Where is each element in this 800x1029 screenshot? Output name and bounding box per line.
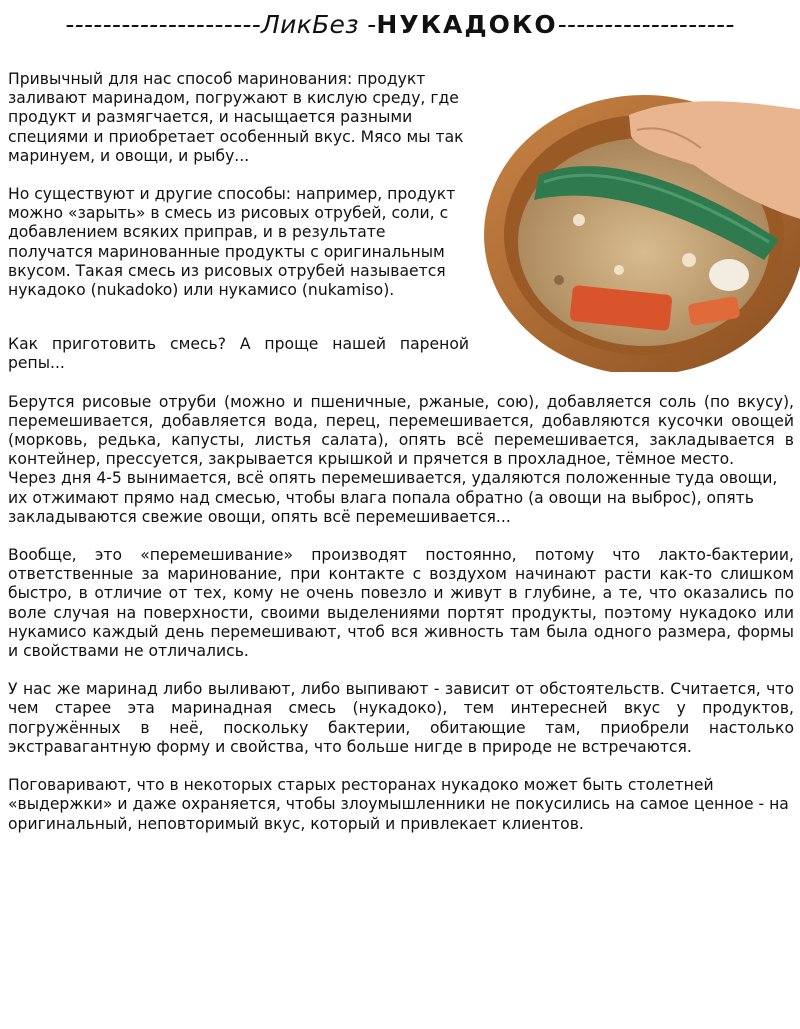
paragraph-remix: Через дня 4-5 вынимается, всё опять перемешивается, удаляются положенные туда овощи, их отжимают прямо над смесью, чтобы влага попала обратно (а овощи на выброс), опять закладываются свежие овощи, опять всё перемешивается... <box>8 469 778 526</box>
paragraph-restaurants: Поговаривают, что в некоторых старых ресторанах нукадоко может быть столетней «выдержки» и даже охраняется, чтобы злоумышленники не покусились на самое ценное - на оригинальный, неповторимый вкус, который и привлекает клиентов. <box>8 776 789 833</box>
paragraph-question: Как приготовить смесь? А проще нашей пареной репы... <box>8 335 469 373</box>
paragraph-intro: Привычный для нас способ маринования: продукт заливают маринадом, погружают в кислую среду, где продукт и размягчается, и насыщается разными специями и приобретает особенный вкус. Мясо мы так маринуем, и овощи, и рыбу... <box>8 70 464 165</box>
bucket-of-rice-bran-with-hand-icon <box>479 70 800 372</box>
header-dashes-left: --------------------- <box>65 9 262 39</box>
header-title-prefix: ЛикБез - <box>261 9 377 39</box>
paragraph-bacteria: Вообще, это «перемешивание» производят постоянно, потому что лакто-бактерии, ответственные за маринование, при контакте с воздухом начинают расти как-то слишком быстро, в отличие от тех, кому не очень повезло и живут в глубине, а те, что оказались по воле случая на поверхности, своими выделениями портят продукты, поэтому нукадоко или нукамисо каждый день перемешивают, чтоб вся живность там была одного размера, формы и свойствами не отличались. <box>8 546 794 661</box>
header-dashes-right: ------------------- <box>557 9 735 39</box>
header-title-main: НУКАДОКО <box>376 9 558 39</box>
page-header <box>0 4 800 44</box>
paragraph-marinade: У нас же маринад либо выливают, либо выпивают - зависит от обстоятельств. Считается, что чем старее эта маринадная смесь (нукадоко), тем интересней вкус у продуктов, погружённых в неё, поскольку бактерии, обитающие там, приобрели настолько экстравагантную форму и свойства, что больше нигде в природе не встречаются. <box>8 680 794 756</box>
paragraph-nukadoko: Но существуют и другие способы: например, продукт можно «зарыть» в смесь из рисовых отрубей, соли, с добавлением всяких приправ, и в результате получатся маринованные продукты с оригинальным вкусом. Такая смесь из рисовых отрубей называется нукадоко (nukadoko) или нукамисо (nukamiso). <box>8 185 456 300</box>
bucket-photo <box>479 70 800 372</box>
paragraph-recipe: Берутся рисовые отруби (можно и пшеничные, ржаные, сою), добавляется соль (по вкусу), перемешивается, добавляется вода, перец, перемешивается, добавляются кусочки овощей (морковь, редька, капусты, листья салата), опять всё перемешивается, закладывается в контейнер, прессуется, закрывается крышкой и прячется в прохладное, тёмное место. <box>8 392 794 469</box>
article-body <box>8 70 794 853</box>
